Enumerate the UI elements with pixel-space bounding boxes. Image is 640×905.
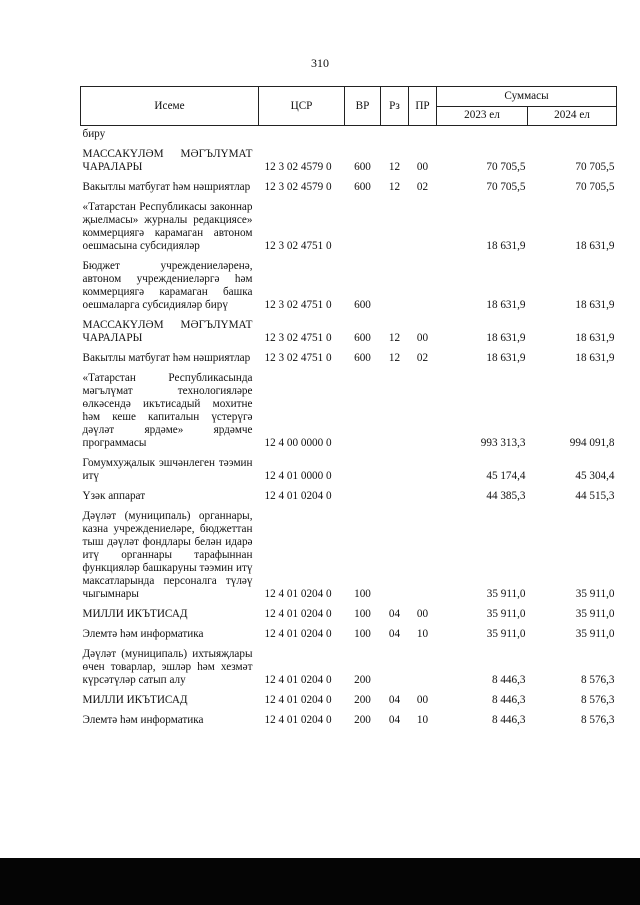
row-csr: 12 4 01 0204 0	[264, 674, 332, 686]
header-sums: Суммасы	[437, 87, 617, 107]
row-name: «Татарстан Республикасы законнар җыелмасы» журналы редакциясе» коммерциягә карамаган автоном оешмасына субсидияләр	[82, 201, 253, 252]
row-sum-2024: 18 631,9	[575, 352, 615, 364]
row-sum-2023: 35 911,0	[486, 628, 526, 640]
row-pr: 00	[416, 332, 429, 344]
row-rz: 04	[388, 628, 401, 640]
row-sum-2024: 8 576,3	[580, 674, 615, 686]
table-row	[81, 196, 617, 255]
row-vr	[345, 126, 381, 144]
row-csr: 12 4 01 0204 0	[264, 608, 332, 620]
row-pr	[409, 196, 437, 255]
row-rz	[381, 126, 409, 144]
row-sum-2023: 45 174,4	[486, 470, 526, 482]
row-csr: 12 4 01 0204 0	[264, 628, 332, 640]
row-vr: 100	[354, 588, 371, 600]
row-rz: 04	[388, 608, 401, 620]
row-sum-2024	[528, 126, 617, 144]
row-rz: 04	[388, 694, 401, 706]
row-rz: 12	[388, 352, 401, 364]
row-csr: 12 4 00 0000 0	[264, 437, 332, 449]
row-name: Вакытлы матбугат һәм нәшриятлар	[82, 181, 251, 193]
row-name: МИЛЛИ ИКЪТИСАД	[82, 694, 188, 706]
row-name: Элемтә һәм информатика	[82, 628, 204, 640]
row-rz	[381, 196, 409, 255]
row-sum-2024: 70 705,5	[575, 181, 615, 193]
row-pr: 00	[416, 694, 429, 706]
row-rz	[381, 505, 409, 603]
row-vr: 600	[354, 299, 371, 311]
row-csr: 12 4 01 0204 0	[264, 588, 332, 600]
row-pr: 00	[416, 608, 429, 620]
row-pr	[409, 643, 437, 689]
row-vr	[345, 196, 381, 255]
row-name: Вакытлы матбугат һәм нәшриятлар	[82, 352, 251, 364]
row-pr: 00	[416, 161, 429, 173]
row-vr: 600	[354, 181, 371, 193]
row-sum-2023: 35 911,0	[486, 608, 526, 620]
table-row	[81, 689, 617, 709]
row-vr: 100	[354, 628, 371, 640]
row-vr: 100	[354, 608, 371, 620]
row-sum-2024: 18 631,9	[575, 240, 615, 252]
row-sum-2024: 45 304,4	[575, 470, 615, 482]
row-pr: 10	[416, 628, 429, 640]
table-row	[81, 505, 617, 603]
row-csr: 12 4 01 0204 0	[264, 694, 332, 706]
row-sum-2024: 35 911,0	[575, 628, 615, 640]
row-pr	[409, 367, 437, 452]
table-row	[81, 623, 617, 643]
row-sum-2023: 8 446,3	[491, 674, 526, 686]
row-name: Үзәк аппарат	[82, 490, 146, 502]
row-vr	[345, 485, 381, 505]
row-name: МАССАКҮЛӘМ МӘГЪЛҮМАТ ЧАРАЛАРЫ	[82, 148, 253, 173]
row-pr	[409, 485, 437, 505]
row-name: Дәүләт (муниципаль) органнары, казна учреждениеләре, бюджеттан тыш дәүләт фондлары белән идарә итү органнары тарафыннан функцияләр башкаруны тәэмин итү максатларында персоналга түләү чыгымнары	[82, 510, 253, 600]
row-csr: 12 3 02 4579 0	[264, 181, 332, 193]
row-rz: 04	[388, 714, 401, 726]
row-sum-2024: 18 631,9	[575, 332, 615, 344]
table-row	[81, 643, 617, 689]
row-rz	[381, 255, 409, 314]
row-name: биру	[82, 128, 106, 140]
row-vr: 200	[354, 674, 371, 686]
row-vr: 600	[354, 352, 371, 364]
header-rz: Рз	[381, 87, 409, 126]
row-name: Дәүләт (муниципаль) ихтыяҗлары өчен товарлар, эшләр һәм хезмәт күрсәтүләр сатып алу	[82, 648, 253, 686]
row-sum-2023: 35 911,0	[486, 588, 526, 600]
row-sum-2024: 8 576,3	[580, 694, 615, 706]
row-name: Бюджет учреждениеләренә, автоном учреждениеләргә һәм коммерциягә карамаган башка оешмаларга субсидияләр бирү	[82, 260, 253, 311]
table-row	[81, 314, 617, 347]
row-rz	[381, 485, 409, 505]
row-sum-2024: 18 631,9	[575, 299, 615, 311]
row-sum-2023: 18 631,9	[486, 332, 526, 344]
row-csr	[259, 126, 345, 144]
row-rz: 12	[388, 332, 401, 344]
row-pr	[409, 505, 437, 603]
row-sum-2023: 18 631,9	[486, 240, 526, 252]
row-sum-2023: 70 705,5	[486, 161, 526, 173]
header-year-2024: 2024 ел	[528, 106, 617, 126]
row-sum-2023: 8 446,3	[491, 694, 526, 706]
row-sum-2024: 35 911,0	[575, 588, 615, 600]
row-sum-2023: 44 385,3	[486, 490, 526, 502]
row-sum-2024: 70 705,5	[575, 161, 615, 173]
row-sum-2023: 70 705,5	[486, 181, 526, 193]
row-sum-2023: 18 631,9	[486, 352, 526, 364]
row-sum-2024: 35 911,0	[575, 608, 615, 620]
row-name: МАССАКҮЛӘМ МӘГЪЛҮМАТ ЧАРАЛАРЫ	[82, 319, 253, 344]
row-sum-2023: 18 631,9	[486, 299, 526, 311]
row-sum-2024: 8 576,3	[580, 714, 615, 726]
table-row	[81, 143, 617, 176]
row-csr: 12 3 02 4751 0	[264, 240, 332, 252]
table-header	[81, 87, 617, 126]
row-pr	[409, 255, 437, 314]
row-csr: 12 3 02 4751 0	[264, 299, 332, 311]
row-name: МИЛЛИ ИКЪТИСАД	[82, 608, 188, 620]
row-rz: 12	[388, 181, 401, 193]
row-pr: 10	[416, 714, 429, 726]
row-pr	[409, 452, 437, 485]
row-pr: 02	[416, 352, 429, 364]
row-rz	[381, 643, 409, 689]
table-body	[81, 126, 617, 730]
row-sum-2023: 993 313,3	[480, 437, 526, 449]
row-vr	[345, 452, 381, 485]
row-pr: 02	[416, 181, 429, 193]
row-vr: 600	[354, 332, 371, 344]
header-pr: ПР	[409, 87, 437, 126]
table-row	[81, 485, 617, 505]
row-name: Гомумхуҗалык эшчәнлеген тәэмин итү	[82, 457, 253, 482]
row-rz	[381, 452, 409, 485]
row-sum-2024: 44 515,3	[575, 490, 615, 502]
row-csr: 12 4 01 0204 0	[264, 714, 332, 726]
row-csr: 12 3 02 4579 0	[264, 161, 332, 173]
row-csr: 12 4 01 0000 0	[264, 470, 332, 482]
table-row	[81, 347, 617, 367]
table-row	[81, 367, 617, 452]
page-number: 310	[311, 56, 329, 70]
row-vr: 600	[354, 161, 371, 173]
table-row	[81, 255, 617, 314]
row-csr: 12 3 02 4751 0	[264, 332, 332, 344]
row-vr: 200	[354, 694, 371, 706]
row-vr	[345, 367, 381, 452]
header-csr: ЦСР	[259, 87, 345, 126]
header-vr: ВР	[345, 87, 381, 126]
row-name: «Татарстан Республикасында мәгълүмат технологияләре өлкәсендә икътисадый мохитне һәм кеше капиталын үстерүгә дәүләт ярдәме» ярдәмче программасы	[82, 372, 253, 449]
scan-bottom-border	[0, 858, 640, 905]
budget-table	[80, 86, 617, 729]
row-name: Элемтә һәм информатика	[82, 714, 204, 726]
row-csr: 12 3 02 4751 0	[264, 352, 332, 364]
header-year-2023: 2023 ел	[437, 106, 528, 126]
row-rz: 12	[388, 161, 401, 173]
header-name: Исеме	[81, 87, 259, 126]
row-sum-2023	[437, 126, 528, 144]
row-sum-2023: 8 446,3	[491, 714, 526, 726]
table-row	[81, 176, 617, 196]
row-rz	[381, 367, 409, 452]
table-row	[81, 126, 617, 144]
row-pr	[409, 126, 437, 144]
row-vr: 200	[354, 714, 371, 726]
table-row	[81, 603, 617, 623]
row-csr: 12 4 01 0204 0	[264, 490, 332, 502]
table-row	[81, 452, 617, 485]
row-sum-2024: 994 091,8	[569, 437, 615, 449]
table-row	[81, 709, 617, 729]
